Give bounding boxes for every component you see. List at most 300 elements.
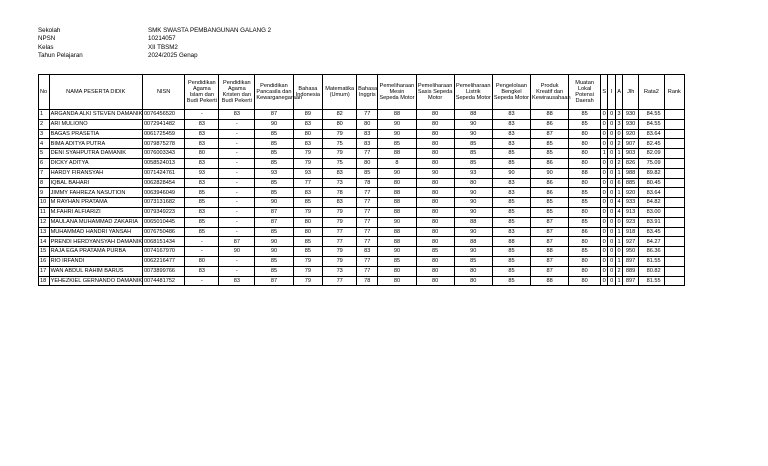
table-cell: 0	[601, 139, 608, 149]
table-cell: 75.09	[639, 158, 664, 168]
table-cell: 86	[531, 119, 569, 129]
table-cell: -	[219, 198, 255, 208]
table-cell: 87	[531, 227, 569, 237]
table-cell: 3	[615, 110, 622, 120]
table-cell: 2	[615, 266, 622, 276]
table-cell: 0	[608, 110, 615, 120]
table-cell: 85	[293, 247, 323, 257]
table-cell: BIMA ADITYA PUTRA	[49, 139, 142, 149]
table-cell: 77	[357, 198, 378, 208]
table-cell: 0058524013	[142, 158, 184, 168]
info-row	[38, 44, 348, 52]
table-cell: IQBAL BAHARI	[49, 178, 142, 188]
table-cell: 1	[601, 149, 608, 159]
table-cell: 80	[293, 217, 323, 227]
table-cell: 79	[293, 149, 323, 159]
table-cell: 0062828454	[142, 178, 184, 188]
table-cell: 9	[39, 188, 50, 198]
table-cell: 950	[623, 247, 639, 257]
table-cell: 79	[323, 217, 357, 227]
table-cell: 88	[378, 188, 416, 198]
table-cell: 903	[623, 149, 639, 159]
table-cell: 88	[569, 168, 601, 178]
table-row	[39, 198, 685, 208]
table-cell: 0	[608, 168, 615, 178]
table-cell: PRENDI HERDYANSYAH DAMANIK	[50, 238, 143, 245]
table-cell: 90	[454, 188, 492, 198]
table-cell: 0079875278	[142, 139, 184, 149]
table-cell	[664, 266, 684, 276]
table-cell: 88	[492, 237, 530, 247]
table-cell: 80	[569, 237, 601, 247]
table-cell: 6	[615, 178, 622, 188]
table-cell: 90	[454, 207, 492, 217]
table-cell: 0	[601, 256, 608, 266]
table-cell: 0065010445	[142, 217, 184, 227]
table-cell: 77	[293, 178, 323, 188]
table-cell: 83	[357, 139, 378, 149]
table-cell: 4	[615, 207, 622, 217]
table-cell: 84.55	[639, 119, 664, 129]
table-cell: -	[219, 178, 255, 188]
table-cell: 85	[454, 158, 492, 168]
table-header-row	[39, 75, 685, 110]
table-cell: 0	[608, 276, 615, 286]
table-cell	[664, 168, 684, 178]
table-cell: 85	[569, 198, 601, 208]
table-row	[39, 168, 685, 178]
table-cell: 88	[531, 276, 569, 286]
column-header: Rank	[664, 75, 684, 110]
table-cell: 85	[569, 110, 601, 120]
table-cell: 0	[601, 119, 608, 129]
table-cell: 83	[185, 266, 219, 276]
table-cell: 83	[323, 168, 357, 178]
table-cell: 8	[378, 158, 416, 168]
table-cell: 79	[323, 129, 357, 139]
column-header: No	[39, 75, 50, 110]
table-cell: 87	[531, 237, 569, 247]
table-row	[39, 227, 685, 237]
table-cell: 90	[255, 237, 293, 247]
table-cell: 80	[323, 119, 357, 129]
table-cell: DENI SYAHPUTRA DAMANIK	[49, 149, 142, 159]
table-cell: 930	[623, 119, 639, 129]
table-cell: 913	[623, 207, 639, 217]
table-cell: 0	[601, 266, 608, 276]
table-cell: 82	[323, 110, 357, 120]
table-row	[39, 119, 685, 129]
table-cell: 918	[623, 227, 639, 237]
table-cell: 87	[531, 129, 569, 139]
table-cell: 88	[378, 110, 416, 120]
table-cell: 87	[255, 217, 293, 227]
table-cell: 11	[39, 207, 50, 217]
table-cell: 1	[615, 237, 622, 247]
table-cell: 85	[531, 198, 569, 208]
table-cell: 85	[492, 207, 530, 217]
table-cell: 0063946049	[142, 188, 184, 198]
table-cell	[664, 110, 684, 120]
column-header: I	[608, 75, 615, 110]
table-cell: 85	[378, 139, 416, 149]
column-header: Matematika (Umum)	[323, 75, 357, 110]
table-cell: 80	[378, 178, 416, 188]
table-cell: M RAYHAN PRATAMA	[49, 198, 142, 208]
table-cell: 80	[569, 266, 601, 276]
table-cell: 80	[569, 129, 601, 139]
grades-table	[38, 74, 685, 286]
table-cell: M.FAHRI ALFIARIZI	[49, 207, 142, 217]
column-header: S	[601, 75, 608, 110]
table-cell	[664, 188, 684, 198]
table-cell: 85	[569, 119, 601, 129]
table-cell: 0061725459	[142, 129, 184, 139]
table-cell: 14	[39, 237, 50, 247]
table-cell: 923	[623, 217, 639, 227]
table-cell: 1	[39, 110, 50, 120]
table-cell: -	[219, 207, 255, 217]
table-cell: 86	[531, 178, 569, 188]
table-cell: 85	[492, 276, 530, 286]
table-cell: 80	[569, 178, 601, 188]
table-cell: 80	[378, 276, 416, 286]
table-row	[39, 139, 685, 149]
table-cell: 85	[454, 139, 492, 149]
table-cell: 90	[454, 247, 492, 257]
table-cell: 80	[293, 129, 323, 139]
table-cell: 85	[293, 237, 323, 247]
table-cell: 85	[569, 217, 601, 227]
table-cell: 0	[601, 168, 608, 178]
table-cell: 7	[39, 168, 50, 178]
table-cell: 13	[39, 227, 50, 237]
table-cell: 83	[357, 247, 378, 257]
table-cell: 77	[357, 188, 378, 198]
table-cell: 12	[39, 217, 50, 227]
table-cell: 1	[615, 256, 622, 266]
table-cell: 988	[623, 168, 639, 178]
table-cell: 75	[323, 139, 357, 149]
table-cell: 0071424761	[142, 168, 184, 178]
table-cell: MUHAMMAD HANDRI YANSAH	[49, 227, 142, 237]
table-cell: 80	[357, 158, 378, 168]
table-cell: 89	[293, 110, 323, 120]
table-cell: 0	[601, 198, 608, 208]
table-cell: 79	[293, 207, 323, 217]
table-cell: 0	[608, 227, 615, 237]
table-cell: 79	[323, 247, 357, 257]
table-cell: 85	[255, 188, 293, 198]
table-cell: 85	[492, 256, 530, 266]
table-cell: 0	[615, 217, 622, 227]
table-cell: 3	[39, 129, 50, 139]
table-cell: 87	[531, 266, 569, 276]
table-cell: 0	[608, 207, 615, 217]
table-cell: 90	[378, 217, 416, 227]
table-cell	[664, 158, 684, 168]
table-cell: 78	[323, 188, 357, 198]
table-cell: 0073899766	[142, 266, 184, 276]
table-cell: -	[219, 266, 255, 276]
table-cell: 83	[492, 188, 530, 198]
table-cell: 90	[454, 227, 492, 237]
table-cell: 83	[492, 178, 530, 188]
table-cell: 85	[569, 188, 601, 198]
table-cell: 80	[569, 276, 601, 286]
table-row	[39, 237, 685, 247]
table-cell: 18	[39, 276, 50, 286]
table-cell: 85	[531, 149, 569, 159]
table-cell: RIO IRFANDI	[49, 256, 142, 266]
table-cell: 83.91	[639, 217, 664, 227]
table-cell: 0074481752	[142, 276, 184, 286]
table-cell: 83.64	[639, 129, 664, 139]
table-cell: 80	[416, 158, 454, 168]
table-cell: 73	[323, 266, 357, 276]
table-cell: 79	[293, 266, 323, 276]
table-cell: -	[219, 129, 255, 139]
table-cell: 0	[608, 247, 615, 257]
table-cell: 0	[608, 119, 615, 129]
table-cell: 85	[255, 139, 293, 149]
table-cell: 80	[416, 276, 454, 286]
table-cell: 90	[378, 119, 416, 129]
table-cell: 80	[569, 207, 601, 217]
table-cell: 0076750486	[142, 227, 184, 237]
table-cell: 0	[615, 129, 622, 139]
table-cell: 10	[39, 198, 50, 208]
table-cell: 0068151434	[142, 237, 184, 247]
table-cell: 90	[378, 247, 416, 257]
table-cell: 93	[185, 168, 219, 178]
column-header: Pengelolaan Bengkel Sepeda Motor	[492, 75, 530, 110]
table-cell: 0	[601, 178, 608, 188]
table-cell: 0	[601, 158, 608, 168]
table-cell: 0	[601, 276, 608, 286]
table-cell: 0	[608, 129, 615, 139]
column-header: NISN	[142, 75, 184, 110]
table-cell: 80	[416, 207, 454, 217]
table-row	[39, 256, 685, 266]
table-cell	[664, 129, 684, 139]
table-cell	[664, 149, 684, 159]
table-cell: -	[219, 227, 255, 237]
table-cell: WAN ABDUL RAHIM BARUS	[49, 266, 142, 276]
table-cell: MAULANA MUHAMMAD ZAKARIA	[49, 217, 142, 227]
table-cell: 80	[378, 266, 416, 276]
table-cell: 84.82	[639, 198, 664, 208]
table-cell: 85	[454, 256, 492, 266]
table-cell: 77	[357, 256, 378, 266]
table-cell: 0	[608, 217, 615, 227]
table-cell: YEHEZKIEL GERNANDO DAMANIK	[50, 277, 143, 284]
table-cell: 87	[531, 217, 569, 227]
table-cell: 87	[255, 276, 293, 286]
table-cell: 0	[601, 207, 608, 217]
table-cell: 85	[416, 247, 454, 257]
table-row	[39, 149, 685, 159]
table-row	[39, 158, 685, 168]
table-cell: -	[219, 217, 255, 227]
table-cell	[664, 207, 684, 217]
table-cell: 88	[454, 237, 492, 247]
table-cell: 927	[623, 237, 639, 247]
table-cell: 87	[219, 237, 255, 247]
table-cell: 80	[416, 256, 454, 266]
table-cell	[664, 256, 684, 266]
table-cell: 85	[492, 198, 530, 208]
table-cell	[664, 237, 684, 247]
table-cell: 933	[623, 198, 639, 208]
table-cell: 8	[39, 178, 50, 188]
table-cell: 897	[623, 276, 639, 286]
table-cell: 93	[454, 168, 492, 178]
table-row	[39, 178, 685, 188]
table-cell: 90	[255, 247, 293, 257]
info-row	[38, 27, 348, 35]
table-cell: 82.45	[639, 139, 664, 149]
table-cell: 85	[492, 247, 530, 257]
table-cell: 77	[357, 237, 378, 247]
info-value: SMK SWASTA PEMBANGUNAN GALANG 2	[148, 27, 272, 34]
table-cell: -	[219, 158, 255, 168]
column-header: Jlh	[623, 75, 639, 110]
column-header: Bahasa Inggris	[357, 75, 378, 110]
table-cell: 15	[39, 247, 50, 257]
table-cell: 930	[623, 110, 639, 120]
table-cell: 85	[492, 217, 530, 227]
table-cell: 88	[454, 110, 492, 120]
table-cell	[664, 276, 684, 286]
table-cell	[664, 198, 684, 208]
table-cell: 80.45	[639, 178, 664, 188]
table-cell: 85	[454, 149, 492, 159]
table-cell: 0076456520	[142, 110, 184, 120]
table-cell: 17	[39, 266, 50, 276]
table-cell: 78	[357, 276, 378, 286]
column-header: Pendidikan Pancasila dan Kewarganegaraan	[255, 75, 293, 110]
table-cell: 87	[255, 207, 293, 217]
column-header: Pendidikan Agama Kristen dan Budi Pekerti	[219, 75, 255, 110]
info-label: Sekolah	[38, 27, 61, 34]
table-cell: 90	[531, 168, 569, 178]
table-cell: 80	[569, 256, 601, 266]
table-cell: -	[219, 188, 255, 198]
table-cell: 73	[323, 178, 357, 188]
table-cell: -	[219, 119, 255, 129]
table-cell: 77	[323, 227, 357, 237]
table-row	[39, 217, 685, 227]
table-cell: 0079349223	[142, 207, 184, 217]
table-cell: 83	[185, 129, 219, 139]
table-cell: 88	[378, 207, 416, 217]
info-label: Kelas	[38, 43, 54, 51]
table-cell: 80	[416, 217, 454, 227]
column-header: Pemeliharaan Listrik Sepeda Motor	[454, 75, 492, 110]
table-cell: 80	[416, 129, 454, 139]
table-cell: 2	[615, 139, 622, 149]
table-cell: 0074167970	[142, 247, 184, 257]
table-cell: 90	[255, 119, 293, 129]
table-cell: -	[185, 110, 219, 120]
table-cell: 0	[601, 247, 608, 257]
table-cell: 0062216477	[142, 256, 184, 266]
table-cell: 0	[608, 266, 615, 276]
table-cell: 80	[416, 119, 454, 129]
table-cell: 80	[416, 178, 454, 188]
table-cell: 16	[39, 256, 50, 266]
table-cell: 0	[608, 198, 615, 208]
table-cell: 85	[378, 256, 416, 266]
table-cell: 0	[608, 158, 615, 168]
table-cell: 83.64	[639, 188, 664, 198]
table-cell: 889	[623, 266, 639, 276]
table-cell: -	[219, 139, 255, 149]
table-cell: ARGANDA ALKI STEVEN DAMANIK	[50, 111, 143, 118]
table-cell: 79	[323, 256, 357, 266]
table-cell: 85	[255, 266, 293, 276]
table-cell: -	[219, 168, 255, 178]
table-cell: 80	[185, 149, 219, 159]
table-cell: 0073131682	[142, 198, 184, 208]
table-cell: 85	[357, 168, 378, 178]
info-value: 10214057	[148, 35, 176, 43]
table-cell: 93	[293, 168, 323, 178]
table-cell: 83	[293, 188, 323, 198]
table-cell: 0	[608, 237, 615, 247]
table-cell: 88	[378, 237, 416, 247]
info-row	[38, 52, 348, 60]
table-cell: 83	[185, 178, 219, 188]
column-header: NAMA PESERTA DIDIK	[49, 75, 142, 110]
table-cell: 80	[416, 266, 454, 276]
table-cell: 80	[185, 256, 219, 266]
table-cell: BAGAS PRASETIA	[49, 129, 142, 139]
school-info	[38, 27, 348, 61]
table-cell: 0	[608, 139, 615, 149]
table-cell: 6	[39, 158, 50, 168]
table-cell: 1	[615, 227, 622, 237]
table-cell: 0	[608, 178, 615, 188]
table-cell: 83	[293, 139, 323, 149]
table-cell: 81.55	[639, 256, 664, 266]
table-row	[39, 247, 685, 257]
table-cell: 907	[623, 139, 639, 149]
table-cell: 0	[601, 188, 608, 198]
table-cell: 90	[378, 129, 416, 139]
table-cell: 80	[416, 188, 454, 198]
table-cell: 90	[454, 198, 492, 208]
table-cell: 85	[185, 198, 219, 208]
table-cell: 84.55	[639, 110, 664, 120]
table-cell: 0	[608, 256, 615, 266]
table-cell: 0	[608, 149, 615, 159]
table-cell: 79	[293, 256, 323, 266]
table-cell: 2	[39, 119, 50, 129]
table-cell: 89.82	[639, 168, 664, 178]
table-cell: 83	[185, 139, 219, 149]
column-header: Produk Kreatif dan Kewirausahaan	[531, 75, 569, 110]
column-header: Pendidikan Agama Islam dan Budi Pekerti	[185, 75, 219, 110]
table-cell: 86.36	[639, 247, 664, 257]
table-cell: 85	[531, 207, 569, 217]
table-cell: 77	[357, 149, 378, 159]
table-cell: 83	[219, 276, 255, 286]
table-cell: -	[185, 247, 219, 257]
table-cell: 80	[569, 149, 601, 159]
table-cell: 77	[357, 227, 378, 237]
